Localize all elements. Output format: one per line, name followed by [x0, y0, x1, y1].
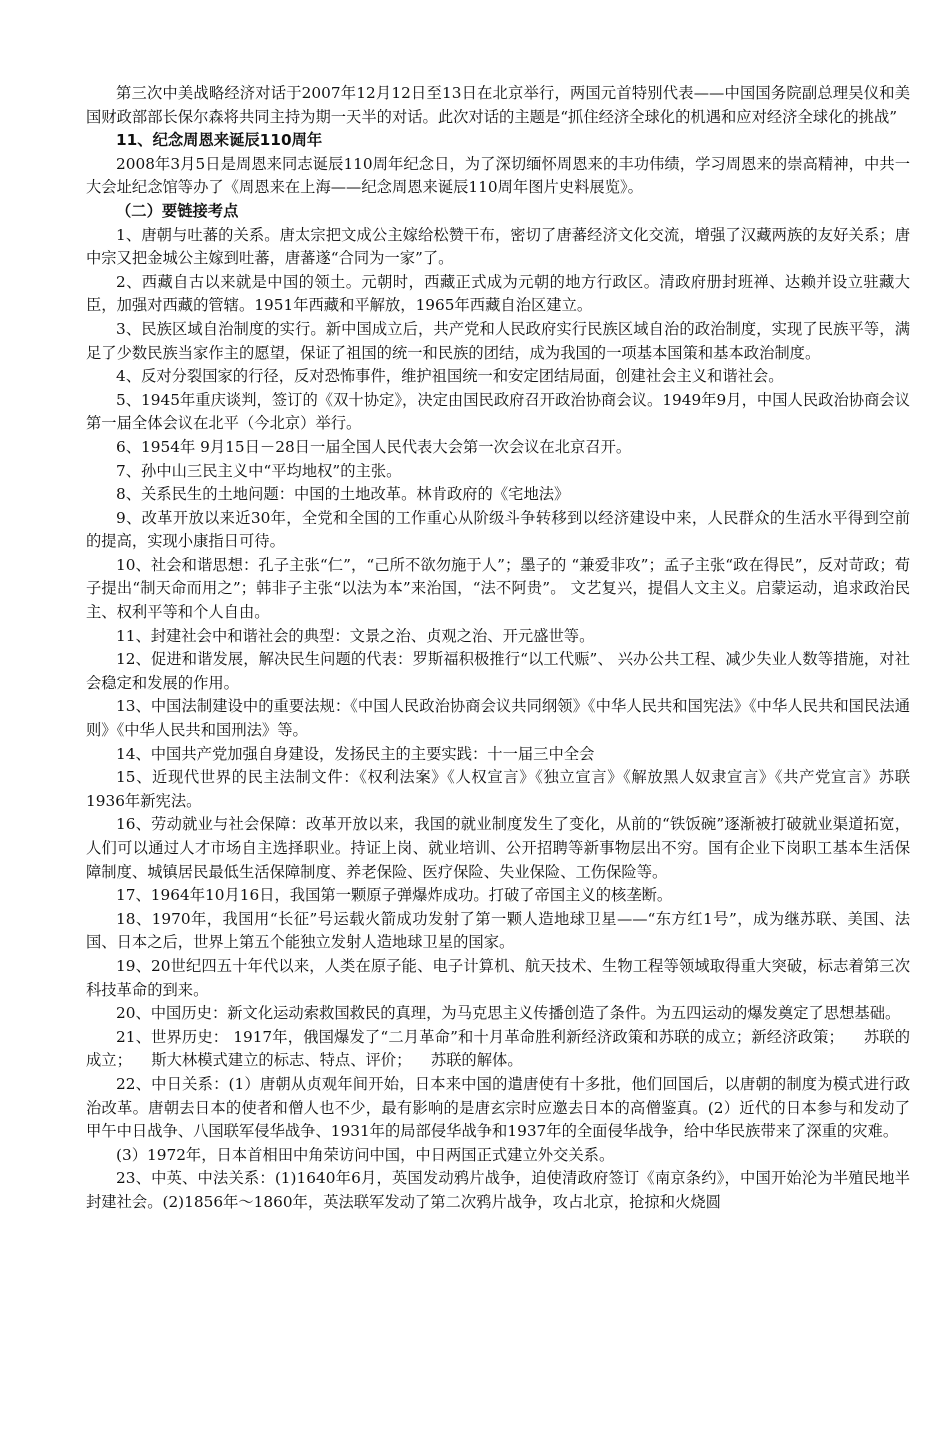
paragraph: 16、劳动就业与社会保障：改革开放以来，我国的就业制度发生了变化，从前的“铁饭碗”逐渐被打破就业渠道拓宽，人们可以通过人才市场自主选择职业。持证上岗、就业培训、公开招聘等新事物层出不穷。国有企业下岗职工基本生活保障制度、城镇居民最低生活保障制度、养老保险、医疗保险、失业保险、工伤保险等。 — [86, 815, 910, 881]
section-heading: 11、纪念周恩来诞辰110周年 — [116, 131, 323, 150]
paragraph: 2、西藏自古以来就是中国的领土。元朝时，西藏正式成为元朝的地方行政区。清政府册封班禅、达赖并设立驻藏大臣，加强对西藏的管辖。1951年西藏和平解放，1965年西藏自治区建立。 — [86, 272, 910, 315]
paragraph: 21、世界历史： 1917年，俄国爆发了“二月革命”和十月革命胜利新经济政策和苏联的成立；新经济政策； 苏联的成立； 斯大林模式建立的标志、特点、评价； 苏联的解体。 — [86, 1027, 910, 1070]
paragraph: 13、中国法制建设中的重要法规：《中国人民政治协商会议共同纲领》《中华人民共和国宪法》《中华人民共和国民法通则》《中华人民共和国刑法》等。 — [86, 697, 910, 740]
paragraph: (3）1972年，日本首相田中角荣访问中国，中日两国正式建立外交关系。 — [116, 1145, 615, 1164]
paragraph: 3、民族区域自治制度的实行。新中国成立后，共产党和人民政府实行民族区域自治的政治制度，实现了民族平等，满足了少数民族当家作主的愿望，保证了祖国的统一和民族的团结，成为我国的一项基本国策和基本政治制度。 — [86, 319, 910, 362]
paragraph: 7、孙中山三民主义中“平均地权”的主张。 — [116, 461, 402, 480]
paragraph: 12、促进和谐发展，解决民生问题的代表：罗斯福积极推行“以工代赈”、 兴办公共工程、减少失业人数等措施，对社会稳定和发展的作用。 — [86, 650, 910, 692]
paragraph: 11、封建社会中和谐社会的典型：文景之治、贞观之治、开元盛世等。 — [116, 626, 595, 645]
paragraph: 19、20世纪四五十年代以来，人类在原子能、电子计算机、航天技术、生物工程等领域取得重大突破，标志着第三次科技革命的到来。 — [86, 956, 910, 999]
paragraph: 20、中国历史：新文化运动索救国救民的真理，为马克思主义传播创造了条件。为五四运动的爆发奠定了思想基础。 — [116, 1004, 901, 1023]
paragraph: 2008年3月5日是周恩来同志诞辰110周年纪念日，为了深切缅怀周恩来的丰功伟绩，学习周恩来的崇高精神，中共一大会址纪念馆等办了《周恩来在上海——纪念周恩来诞辰110周年图片史料展览》。 — [86, 154, 910, 197]
paragraph: 14、中国共产党加强自身建设，发扬民主的主要实践：十一届三中全会 — [116, 744, 595, 763]
paragraph: 9、改革开放以来近30年，全党和全国的工作重心从阶级斗争转移到以经济建设中来，人民群众的生活水平得到空前的提高，实现小康指日可待。 — [86, 508, 910, 551]
paragraph: 22、中日关系：(1）唐朝从贞观年间开始，日本来中国的遣唐使有十多批，他们回国后，以唐朝的制度为模式进行政治改革。唐朝去日本的使者和僧人也不少，最有影响的是唐玄宗时应邀去日本的高僧鉴真。(2）近代的日本参与和发动了甲午中日战争、八国联军侵华战争、1931年的局部侵华战争和1937年的全面侵华战争，给中华民族带来了深重的灾难。 — [86, 1074, 910, 1141]
section-heading: （二）要链接考点 — [116, 201, 239, 220]
paragraph: 第三次中美战略经济对话于2007年12月12日至13日在北京举行，两国元首特别代表——中国国务院副总理吴仪和美国财政部部长保尔森将共同主持为期一天半的对话。此次对话的主题是“抓住经济全球化的机遇和应对经济全球化的挑战” — [86, 84, 910, 126]
paragraph: 18、1970年，我国用“长征”号运载火箭成功发射了第一颗人造地球卫星——“东方红1号”，成为继苏联、美国、法国、日本之后，世界上第五个能独立发射人造地球卫星的国家。 — [86, 909, 910, 952]
paragraph: 15、近现代世界的民主法制文件：《权利法案》《人权宣言》《独立宣言》《解放黑人奴隶宣言》《共产党宣言》苏联1936年新宪法。 — [86, 768, 910, 810]
paragraph: 8、关系民生的土地问题：中国的土地改革。林肯政府的《宅地法》 — [116, 485, 570, 504]
paragraph: 23、中英、中法关系：(1)1640年6月，英国发动鸦片战争，迫使清政府签订《南京条约》，中国开始沦为半殖民地半封建社会。(2)1856年～1860年，英法联军发动了第二次鸦片战争，攻占北京，抢掠和火烧圆 — [86, 1169, 910, 1211]
paragraph: 10、社会和谐思想：孔子主张“仁”，“己所不欲勿施于人”；墨子的 “兼爱非攻”；孟子主张“政在得民”，反对苛政；荀子提出“制天命而用之”；韩非子主张“以法为本”来治国，“法不阿贵”。 文艺复兴，提倡人文主义。启蒙运动，追求政治民主、权利平等和个人自由。 — [86, 555, 910, 622]
paragraph: 6、1954年 9月15日－28日一届全国人民代表大会第一次会议在北京召开。 — [116, 437, 632, 456]
paragraph: 4、反对分裂国家的行径，反对恐怖事件，维护祖国统一和安定团结局面，创建社会主义和谐社会。 — [116, 367, 784, 386]
paragraph: 17、1964年10月16日，我国第一颗原子弹爆炸成功。打破了帝国主义的核垄断。 — [116, 886, 673, 905]
paragraph: 5、1945年重庆谈判，签订的《双十协定》，决定由国民政府召开政治协商会议。1949年9月，中国人民政治协商会议第一届全体会议在北平（今北京）举行。 — [86, 390, 910, 433]
paragraph: 1、唐朝与吐蕃的关系。唐太宗把文成公主嫁给松赞干布，密切了唐蕃经济文化交流，增强了汉藏两族的友好关系；唐中宗又把金城公主嫁到吐蕃，唐蕃遂“合同为一家”了。 — [86, 225, 910, 268]
